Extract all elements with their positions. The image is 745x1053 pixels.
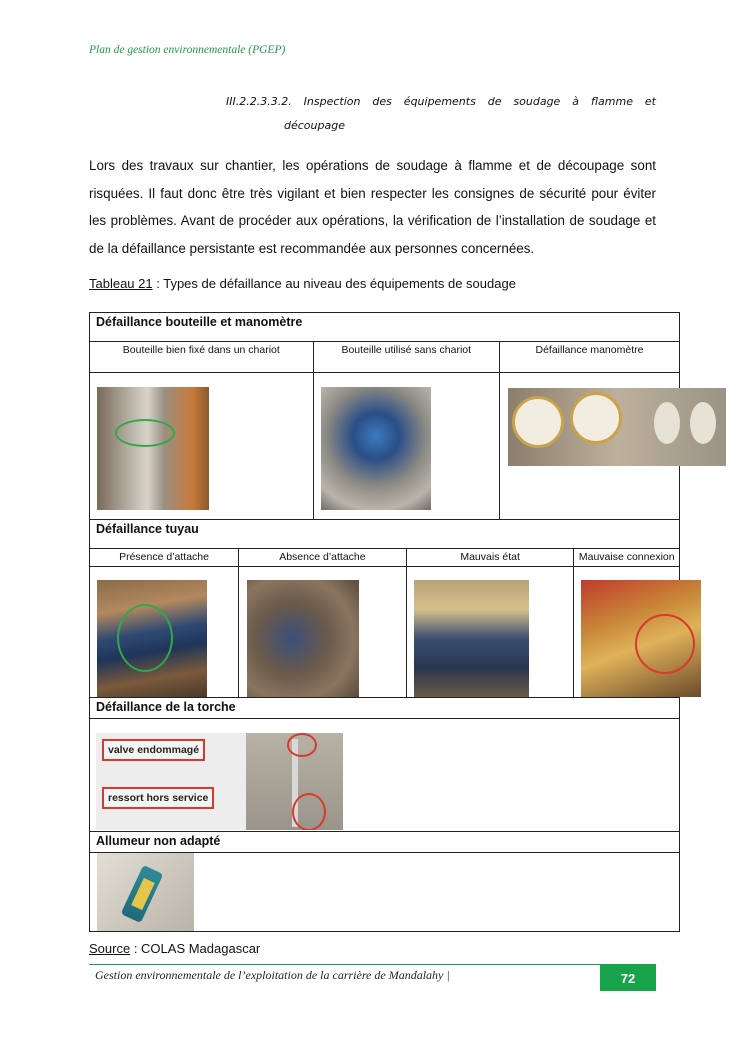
- photo-cell: [574, 567, 680, 698]
- photo-torch: [96, 733, 343, 830]
- source-note: Source : COLAS Madagascar: [89, 941, 261, 956]
- label-spring-out-of-service: ressort hors service: [102, 787, 214, 809]
- photo-lighter: [97, 853, 194, 931]
- category-title: Défaillance de la torche: [90, 698, 680, 719]
- column-header: Bouteille utilisé sans chariot: [313, 342, 499, 373]
- body-paragraph: Lors des travaux sur chantier, les opérations de soudage à flamme et de découpage sont risquées. Il faut donc être très vigilant et bien respecter les consignes de sécurité pour éviter les problèmes. Avant de procéder aux opérations, la vérification de l’installation de soudage et de la défaillance persistante est recommandée aux personnes concernées.: [89, 158, 656, 256]
- photo-cell: [239, 567, 407, 698]
- category-title: Défaillance bouteille et manomètre: [90, 313, 680, 342]
- photo-cell: [90, 719, 680, 832]
- photo-cell: [90, 373, 314, 520]
- photo-cell: [313, 373, 499, 520]
- running-header: Plan de gestion environnementale (PGEP): [89, 44, 286, 56]
- photo-cell: [406, 567, 574, 698]
- running-footer: Gestion environnementale de l’exploitation de la carrière de Mandalahy |: [95, 968, 450, 982]
- photo-bottle-no-cart: [321, 387, 431, 510]
- table-caption: Tableau 21 : Types de défaillance au niveau des équipements de soudage: [89, 276, 516, 291]
- section-number: III.2.2.3.3.2.: [226, 95, 292, 108]
- photo-cell: [90, 853, 680, 932]
- column-header: Mauvaise connexion: [574, 549, 680, 567]
- photo-bottle-cart: [97, 387, 209, 510]
- footer-rule: [89, 964, 656, 965]
- photo-hose-clamp: [97, 580, 207, 697]
- category-title: Allumeur non adapté: [90, 832, 680, 853]
- photo-hose-no-clamp: [247, 580, 359, 697]
- photo-cell: [499, 373, 679, 520]
- column-header: Absence d’attache: [239, 549, 407, 567]
- column-header: Bouteille bien fixé dans un chariot: [90, 342, 314, 373]
- photo-gauges: [508, 388, 726, 466]
- photo-hose-bad-state: [414, 580, 529, 697]
- section-heading: III.2.2.3.3.2. Inspection des équipements de soudage à flamme et découpage: [226, 90, 656, 138]
- category-title: Défaillance tuyau: [90, 520, 680, 549]
- label-damaged-valve: valve endommagé: [102, 739, 205, 761]
- column-header: Mauvais état: [406, 549, 574, 567]
- failure-types-table: [89, 312, 680, 932]
- photo-hose-bad-connection: [581, 580, 701, 697]
- page-number: 72: [600, 965, 656, 991]
- photo-cell: [90, 567, 239, 698]
- column-header: Présence d’attache: [90, 549, 239, 567]
- column-header: Défaillance manomètre: [499, 342, 679, 373]
